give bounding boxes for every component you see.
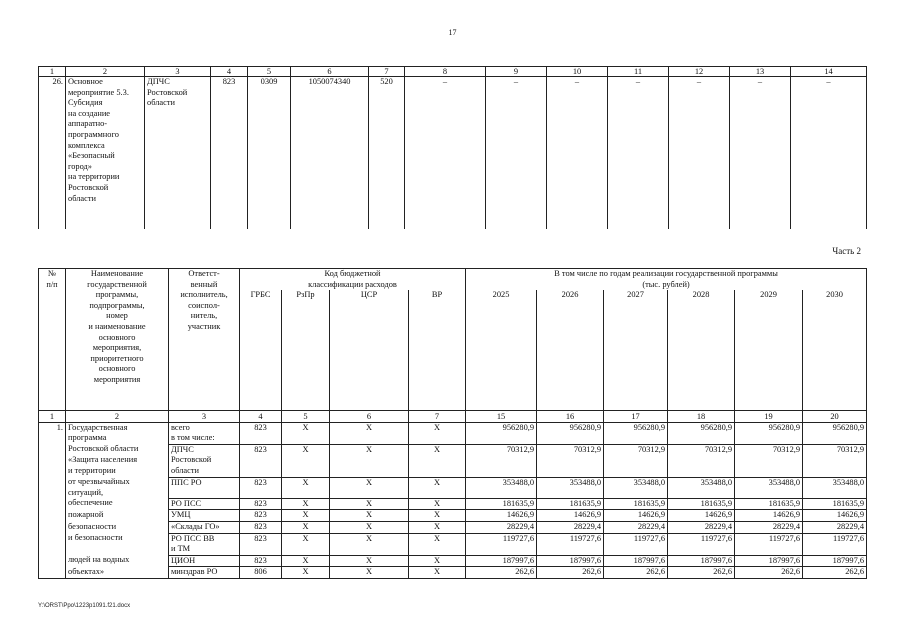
row-year-value: 181635,9	[803, 498, 867, 510]
header-year: 2030	[803, 290, 867, 410]
row-year-value: 14626,9	[668, 510, 735, 522]
file-path-footer: Y:\ORST\Ppo\1223p1091.f21.docx	[38, 603, 131, 609]
row-year-value: –	[669, 77, 730, 230]
row-year-value: –	[547, 77, 608, 230]
col-num: 11	[608, 67, 669, 77]
row-year-value: 187997,6	[466, 555, 537, 567]
row-rzpr: Х	[282, 555, 330, 567]
program-name-part	[66, 555, 169, 567]
row-year-value: 353488,0	[668, 477, 735, 498]
col-num: 1	[39, 67, 66, 77]
row-year-value: 70312,9	[604, 444, 668, 477]
program-name-line: людей на водных	[68, 555, 130, 565]
header-budget-code: Код бюджетной классификации расходов	[240, 269, 466, 291]
row-year-value: 14626,9	[803, 510, 867, 522]
col-num: 18	[668, 410, 735, 422]
row-year-value: 14626,9	[466, 510, 537, 522]
program-number	[39, 522, 66, 534]
row-executor: УМЦ	[169, 510, 240, 522]
row-year-value: 353488,0	[466, 477, 537, 498]
header-years-group: В том числе по годам реализации государственной программы (тыс. рублей)	[466, 269, 867, 291]
row-grbs: 823	[240, 477, 282, 498]
program-number	[39, 477, 66, 498]
row-executor: РО ПСС ВВ и ТМ	[169, 533, 240, 555]
row-rzpr: Х	[282, 422, 330, 444]
row-vr: Х	[409, 567, 466, 579]
row-year-value: 119727,6	[803, 533, 867, 555]
row-rzpr: Х	[282, 444, 330, 477]
table-row	[39, 422, 867, 444]
row-year-value: 956280,9	[604, 422, 668, 444]
col-num: 6	[291, 67, 369, 77]
row-year-value: 28229,4	[604, 522, 668, 534]
row-year-value: 181635,9	[604, 498, 668, 510]
row-year-value: 262,6	[537, 567, 604, 579]
row-year-value: 353488,0	[604, 477, 668, 498]
row-executor: ЦИОН	[169, 555, 240, 567]
program-name-line: пожарной	[68, 509, 104, 519]
program-number	[39, 533, 66, 555]
header-csr: ЦСР	[330, 290, 409, 410]
row-vr: Х	[409, 533, 466, 555]
col-num: 15	[466, 410, 537, 422]
row-grbs: 823	[240, 498, 282, 510]
part2-table	[38, 268, 867, 579]
program-name-part	[66, 477, 169, 498]
row-year-value: 187997,6	[735, 555, 803, 567]
col-num: 1	[39, 410, 66, 422]
row-year-value: 181635,9	[668, 498, 735, 510]
col-num: 4	[240, 410, 282, 422]
table-row	[39, 555, 867, 567]
table-row	[39, 567, 867, 579]
col-num: 10	[547, 67, 608, 77]
row-vr: Х	[409, 444, 466, 477]
row-year-value: 70312,9	[466, 444, 537, 477]
header-year: 2025	[466, 290, 537, 410]
program-name-part	[66, 422, 169, 444]
row-year-value: 262,6	[466, 567, 537, 579]
program-name-line: объектах»	[68, 566, 105, 576]
row-year-value: 353488,0	[735, 477, 803, 498]
row-year-value: –	[486, 77, 547, 230]
row-executor: «Склады ГО»	[169, 522, 240, 534]
row-rzpr: Х	[282, 477, 330, 498]
row-year-value: 262,6	[803, 567, 867, 579]
row-csr: Х	[330, 555, 409, 567]
row-year-value: –	[608, 77, 669, 230]
row-year-value: 119727,6	[668, 533, 735, 555]
program-number	[39, 510, 66, 522]
column-number-row	[39, 410, 867, 422]
program-name-line: безопасности	[68, 521, 117, 531]
table-row	[39, 77, 867, 230]
row-grbs: 823	[240, 444, 282, 477]
row-year-value: 187997,6	[604, 555, 668, 567]
row-year-value: 119727,6	[735, 533, 803, 555]
row-grbs: 823	[211, 77, 248, 230]
header-year: 2029	[735, 290, 803, 410]
row-vr: 520	[369, 77, 405, 230]
row-year-value: 262,6	[735, 567, 803, 579]
col-num: 16	[537, 410, 604, 422]
program-name-line: обеспечение	[68, 498, 113, 508]
row-year-value: 956280,9	[537, 422, 604, 444]
row-grbs: 806	[240, 567, 282, 579]
col-num: 7	[409, 410, 466, 422]
row-executor: ДПЧС Ростовской области	[169, 444, 240, 477]
program-name-line: Государственная программа	[68, 422, 128, 443]
row-year-value: 70312,9	[668, 444, 735, 477]
col-num: 19	[735, 410, 803, 422]
table-row	[39, 510, 867, 522]
row-grbs: 823	[240, 422, 282, 444]
col-num: 17	[604, 410, 668, 422]
program-number	[39, 555, 66, 567]
table-row	[39, 533, 867, 555]
header-grbs: ГРБС	[240, 290, 282, 410]
row-year-value: 262,6	[604, 567, 668, 579]
col-num: 14	[791, 67, 867, 77]
header-year: 2026	[537, 290, 604, 410]
table-row	[39, 444, 867, 477]
row-year-value: 14626,9	[735, 510, 803, 522]
row-year-value: 119727,6	[466, 533, 537, 555]
row-rzpr: Х	[282, 510, 330, 522]
row-executor: РО ПСС	[169, 498, 240, 510]
header-year: 2028	[668, 290, 735, 410]
program-number: 1.	[39, 422, 66, 444]
program-name-part	[66, 510, 169, 522]
program-name-line: Ростовской области «Защита населения и территории	[68, 444, 139, 475]
row-year-value: 28229,4	[466, 522, 537, 534]
table-row	[39, 477, 867, 498]
col-num: 5	[248, 67, 291, 77]
program-rows	[39, 422, 867, 578]
col-num: 5	[282, 410, 330, 422]
program-name-part	[66, 444, 169, 477]
row-grbs: 823	[240, 522, 282, 534]
row-rzpr: Х	[282, 567, 330, 579]
col-num: 12	[669, 67, 730, 77]
table-row	[39, 522, 867, 534]
row-csr: Х	[330, 533, 409, 555]
row-year-value: 187997,6	[668, 555, 735, 567]
row-year-value: 28229,4	[668, 522, 735, 534]
row-grbs: 823	[240, 533, 282, 555]
col-num: 7	[369, 67, 405, 77]
header-rzpr: РзПр	[282, 290, 330, 410]
row-vr: Х	[409, 422, 466, 444]
row-grbs: 823	[240, 555, 282, 567]
row-year-value: 262,6	[668, 567, 735, 579]
row-year-value: 181635,9	[537, 498, 604, 510]
row-csr: 1050074340	[291, 77, 369, 230]
row-rzpr: Х	[282, 522, 330, 534]
row-rzpr: Х	[282, 533, 330, 555]
col-num: 9	[486, 67, 547, 77]
row-year-value: 353488,0	[537, 477, 604, 498]
page-number: 17	[448, 28, 457, 37]
row-year-value: 70312,9	[537, 444, 604, 477]
row-year-value: 956280,9	[735, 422, 803, 444]
header-row	[39, 269, 867, 291]
program-name-line: от чрезвычайных	[68, 477, 130, 487]
row-csr: Х	[330, 444, 409, 477]
col-num: 4	[211, 67, 248, 77]
row-year-value: –	[791, 77, 867, 230]
row-csr: Х	[330, 510, 409, 522]
col-num: 2	[66, 67, 145, 77]
col-num: 3	[145, 67, 211, 77]
row-year-value: 181635,9	[466, 498, 537, 510]
row-grbs: 823	[240, 510, 282, 522]
row-number: 26.	[39, 77, 66, 230]
row-vr: Х	[409, 498, 466, 510]
program-number	[39, 444, 66, 477]
program-name-part	[66, 533, 169, 555]
row-year-value: 353488,0	[803, 477, 867, 498]
row-csr: Х	[330, 477, 409, 498]
col-num: 6	[330, 410, 409, 422]
row-year-value: 70312,9	[803, 444, 867, 477]
row-csr: Х	[330, 498, 409, 510]
header-num: № п/п	[39, 269, 66, 411]
row-year-value: 181635,9	[735, 498, 803, 510]
program-name-part	[66, 498, 169, 510]
row-name: Основное мероприятие 5.3. Субсидия на создание аппаратно- программного комплекса «Безопасный город» на территории Ростовской области	[66, 77, 145, 230]
column-number-row	[39, 67, 867, 77]
row-rzpr: Х	[282, 498, 330, 510]
row-vr: Х	[409, 510, 466, 522]
part-label: Часть 2	[832, 246, 861, 256]
header-executor: Ответст- венный исполнитель, соиспол- нитель, участник	[169, 269, 240, 411]
col-num: 2	[66, 410, 169, 422]
header-vr: ВР	[409, 290, 466, 410]
row-year-value: –	[730, 77, 791, 230]
table-row	[39, 498, 867, 510]
row-year-value: 14626,9	[604, 510, 668, 522]
row-csr: Х	[330, 522, 409, 534]
row-executor: ППС РО	[169, 477, 240, 498]
col-num: 8	[405, 67, 486, 77]
row-year-value: 187997,6	[537, 555, 604, 567]
row-year-value: 28229,4	[735, 522, 803, 534]
program-name-part	[66, 522, 169, 534]
row-vr: Х	[409, 522, 466, 534]
col-num: 20	[803, 410, 867, 422]
continuation-table	[38, 66, 867, 229]
row-year-value: 187997,6	[803, 555, 867, 567]
program-name-line: и безопасности	[68, 533, 123, 543]
row-year-value: –	[405, 77, 486, 230]
row-vr: Х	[409, 477, 466, 498]
header-name: Наименование государственной программы, подпрограммы, номер и наименование основного мероприятия, приоритетного основного мероприятия	[66, 269, 169, 411]
program-number	[39, 498, 66, 510]
row-year-value: 956280,9	[466, 422, 537, 444]
row-year-value: 14626,9	[537, 510, 604, 522]
row-vr: Х	[409, 555, 466, 567]
header-year: 2027	[604, 290, 668, 410]
row-year-value: 956280,9	[803, 422, 867, 444]
row-year-value: 28229,4	[803, 522, 867, 534]
program-name-line: ситуаций,	[68, 487, 104, 497]
program-name-part	[66, 567, 169, 579]
col-num: 3	[169, 410, 240, 422]
row-year-value: 119727,6	[604, 533, 668, 555]
row-csr: Х	[330, 567, 409, 579]
row-year-value: 956280,9	[668, 422, 735, 444]
row-year-value: 70312,9	[735, 444, 803, 477]
row-executor: минздрав РО	[169, 567, 240, 579]
row-csr: Х	[330, 422, 409, 444]
program-number	[39, 567, 66, 579]
row-rzpr: 0309	[248, 77, 291, 230]
col-num: 13	[730, 67, 791, 77]
row-executor: всего в том числе:	[169, 422, 240, 444]
row-year-value: 28229,4	[537, 522, 604, 534]
row-executor: ДПЧС Ростовской области	[145, 77, 211, 230]
row-year-value: 119727,6	[537, 533, 604, 555]
